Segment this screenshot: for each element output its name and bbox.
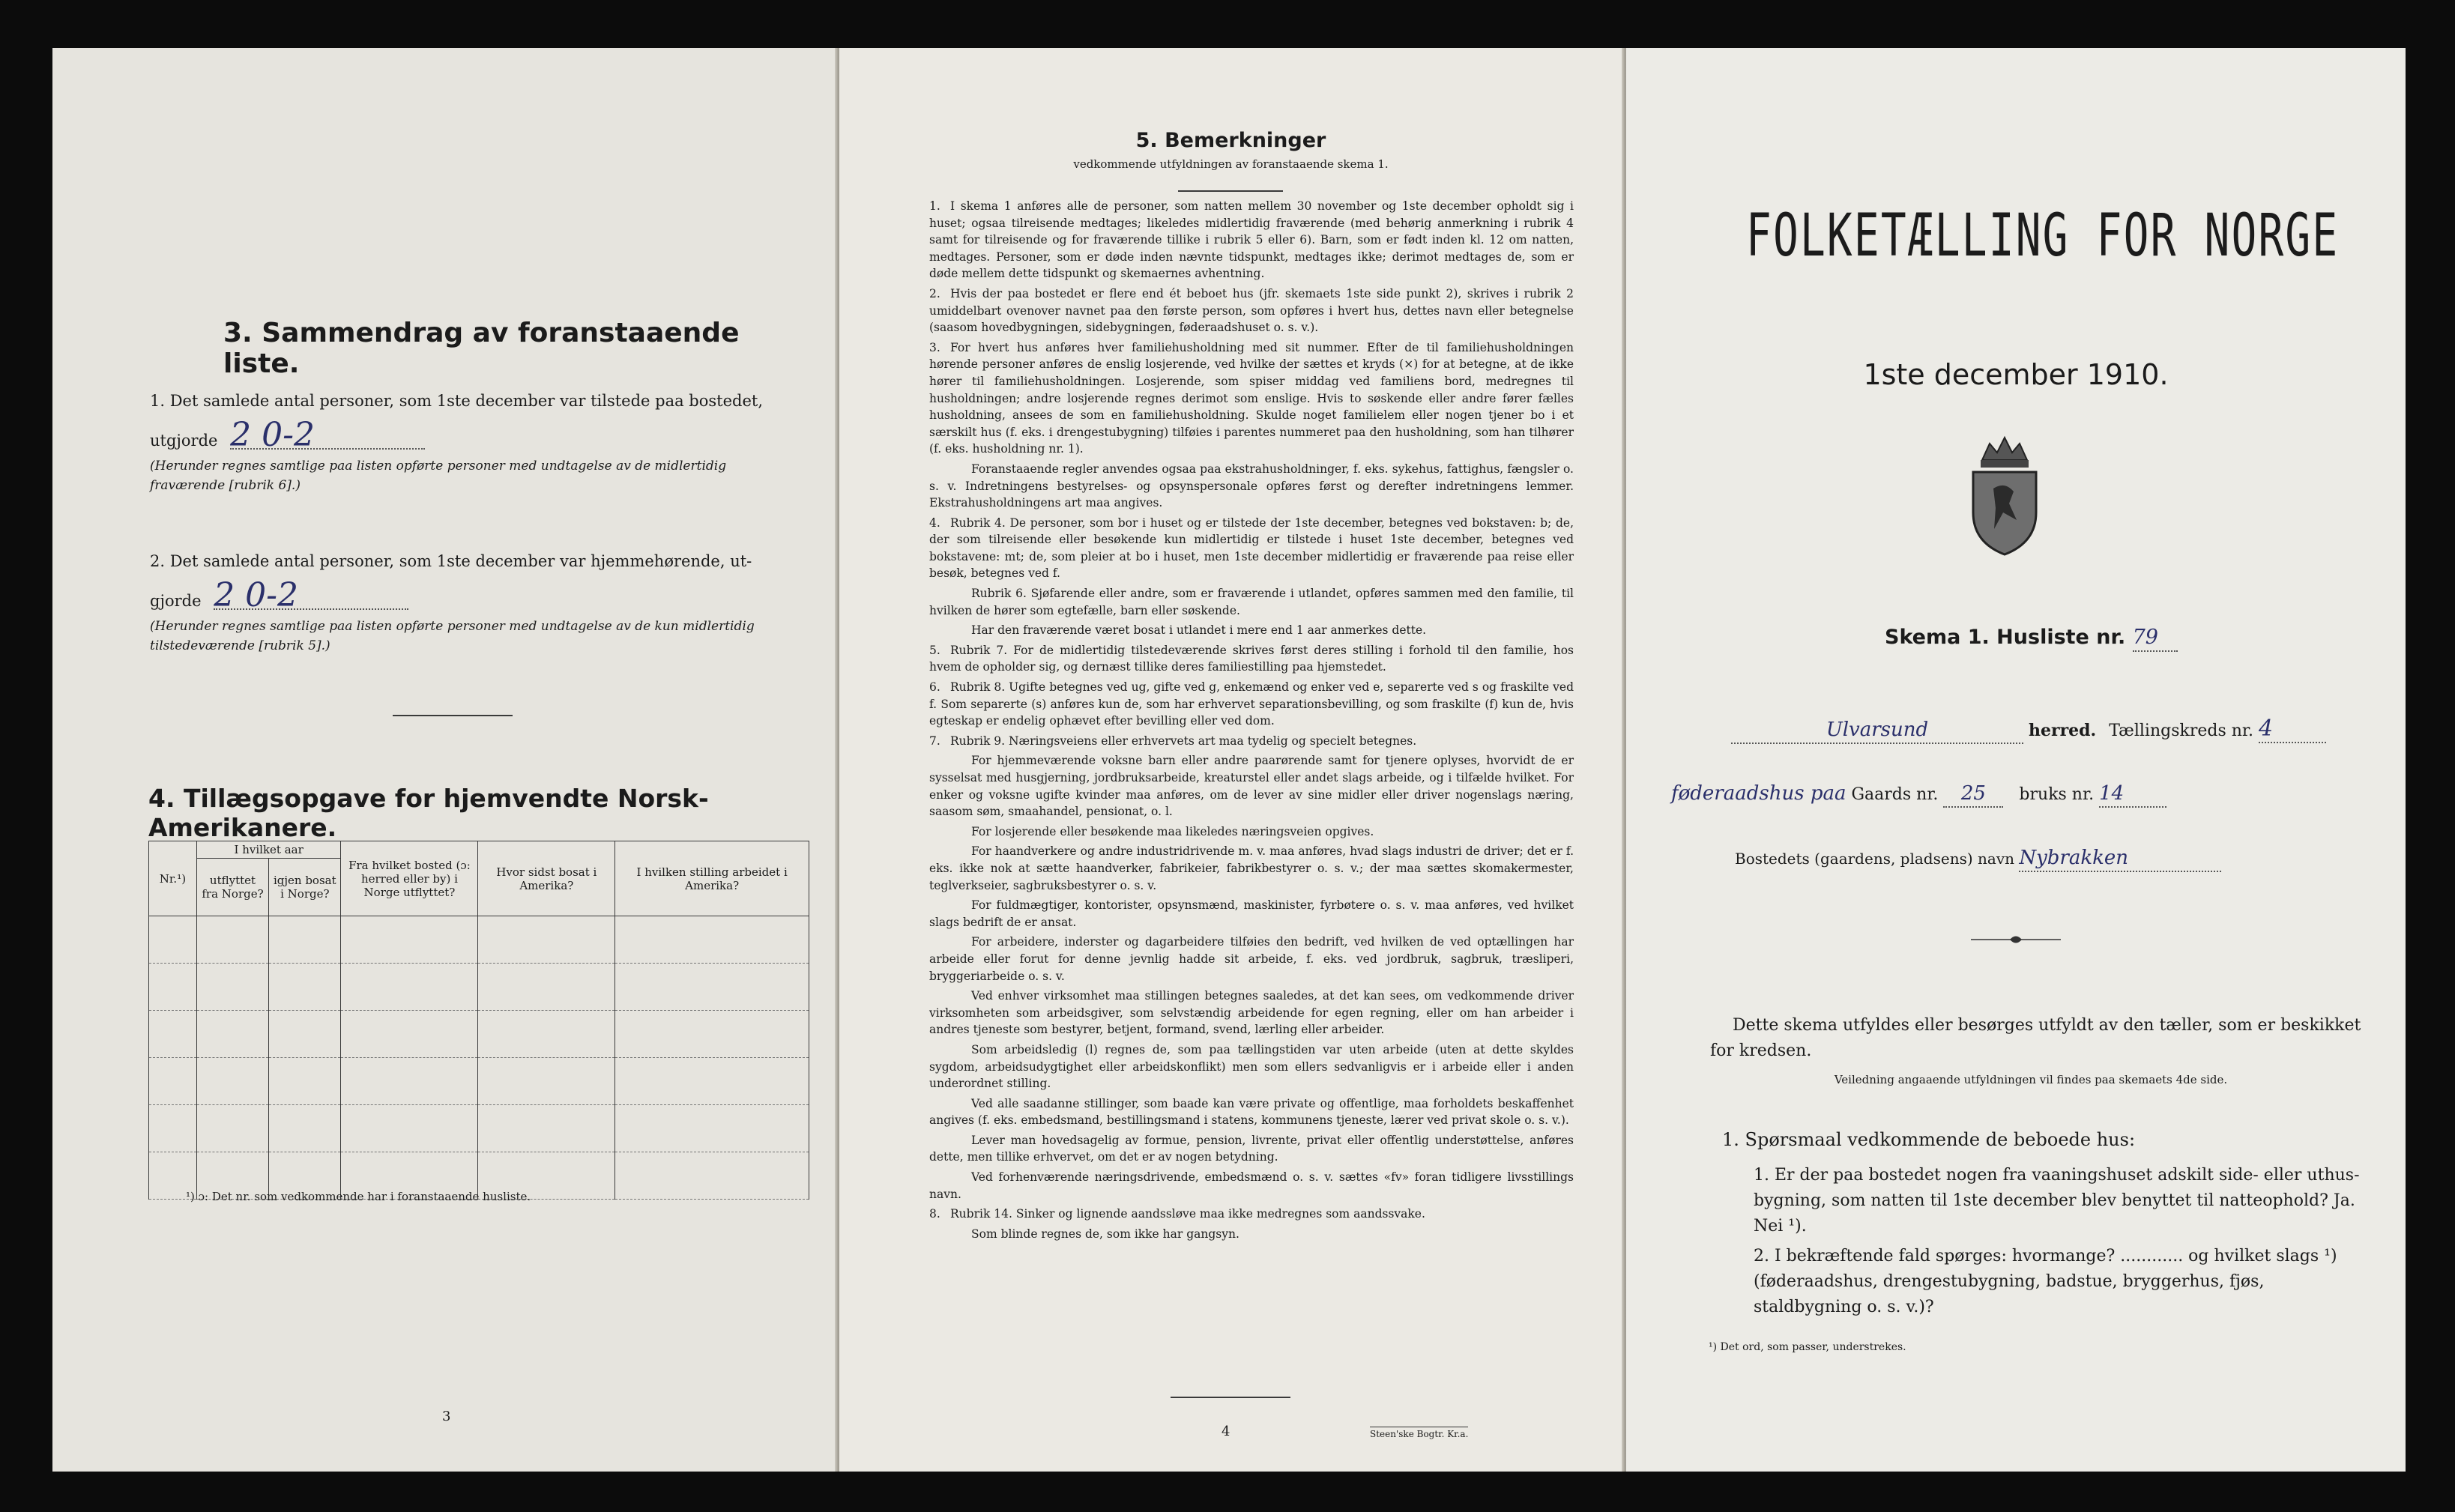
remark-paragraph xyxy=(929,642,1574,676)
remarks-title: 5. Bemerkninger xyxy=(1135,129,1326,152)
item2-handwritten: 2 0-2 xyxy=(214,583,408,610)
remark-paragraph xyxy=(929,339,1574,458)
intro-note: Veiledning angaaende utfyldningen vil findes paa skemaets 4de side. xyxy=(1834,1073,2228,1086)
norsk-amerikanere-table xyxy=(148,841,809,1200)
page-middle xyxy=(839,48,1622,1472)
remark-text: Lever man hovedsagelig av formue, pension, livrente, privat eller offentlig understøttelse, anføres dette, men tillike erhvervet, om det er av nogen betydning. xyxy=(929,1133,1574,1164)
remark-number: 7. xyxy=(929,734,940,748)
bosted-value: Nybrakken xyxy=(2019,845,2221,872)
remark-paragraph xyxy=(929,1226,1574,1243)
remark-number: 5. xyxy=(929,643,940,657)
ornament xyxy=(1971,934,2061,944)
item2-note: (Herunder regnes samtlige paa listen opførte personer med undtagelse av de kun midlertidig tilstedeværende [rubrik 5].) xyxy=(150,619,755,653)
section3-item1 xyxy=(150,388,809,495)
remark-text: Som blinde regnes de, som ikke har gangsyn. xyxy=(971,1227,1239,1241)
footnote: ¹) Det ord, som passer, understrekes. xyxy=(1709,1341,1906,1353)
gaard-prefix: føderaadshus paa xyxy=(1671,782,1846,805)
divider xyxy=(1171,1397,1290,1398)
gaard-nr: 25 xyxy=(1943,781,2003,808)
remark-text: For haandverkere og andre industridrivende m. v. maa anføres, hvad slags industri de driver; det er f. eks. ikke nok at sætte haandverker, fabrikeier, fabrikbestyrer o. s. v.; der maa sættes skomakermester, teglverkseier, sagbruksbestyrer o. s. v. xyxy=(929,844,1574,892)
remarks-subtitle: vedkommende utfyldningen av foranstaaende skema 1. xyxy=(1073,157,1389,171)
remark-text: Ved forhenværende næringsdrivende, embedsmænd o. s. v. sættes «fv» foran tidligere livsstillings navn. xyxy=(929,1170,1574,1201)
remark-number: 1. xyxy=(929,199,940,213)
bosted-label: Bostedets (gaardens, pladsens) navn xyxy=(1735,850,2014,868)
remark-number: 3. xyxy=(929,340,940,354)
remark-text: For losjerende eller besøkende maa likeledes næringsveien opgives. xyxy=(971,824,1374,838)
remark-text: For fuldmægtiger, kontorister, opsynsmænd, maskinister, fyrbøtere o. s. v. maa anføres, ved hvilket slags bedrift de er ansat. xyxy=(929,898,1574,929)
remark-paragraph xyxy=(929,1169,1574,1203)
item1-handwritten: 2 0-2 xyxy=(230,423,425,450)
remark-paragraph xyxy=(929,461,1574,512)
intro-text: Dette skema utfyldes eller besørges utfyldt av den tæller, som er beskikket for kredsen. xyxy=(1710,1016,2361,1060)
col-hvor: Hvor sidst bosat i Amerika? xyxy=(478,841,615,916)
q1-text: 1. Er der paa bostedet nogen fra vaaningshuset adskilt side- eller uthus-bygning, som natten til 1ste december blev benyttet til natteophold? Ja. Nei ¹). xyxy=(1754,1166,2360,1236)
remark-text: Rubrik 4. De personer, som bor i huset og er tilstede der 1ste december, betegnes ved bokstaven: b; de, der som tilreisende eller besøkende kun midlertidig er tilstede i huset 1ste december, betegnes ved bokstavene: mt; de, som pleier at bo i huset, men 1ste december midlertidig er fraværende paa reise eller besøk, betegnes ved f. xyxy=(929,515,1574,581)
gaard-label: Gaards nr. xyxy=(1851,785,1939,804)
page-number: 4 xyxy=(1222,1424,1230,1439)
remark-paragraph xyxy=(929,1132,1574,1166)
remark-paragraph xyxy=(929,285,1574,336)
remark-text: For hjemmeværende voksne barn eller andre paarørende samt for tjenere oplyses, hvorvidt de er sysselsat med husgjerning, jordbruksarbeide, kreaturstel eller andet slags arbeide, og i tilfælde hvilket. For enker og voksne ugifte kvinder maa anføres, om de lever av sine midler eller driver nogenslags næring, saasom søm, smaahandel, pensionat, o. l. xyxy=(929,754,1574,819)
table-row xyxy=(149,916,809,964)
remark-text: For hvert hus anføres hver familiehusholdning med sit nummer. Efter de til familiehusholdningen hørende personer anføres de enslig losjerende, ved hvilke der sættes et kryds (×) for at betegne, at de ikke hører til familiehusholdningen. Losjerende, som spiser middag ved familiens bord, medregnes til husholdningen; andre losjerende regnes derimot som enslige. Hvis to søskende eller andre fører fælles husholdning, ansees de som en familiehusholdning. Skulde noget familielem eller nogen tjener bo i et særskilt hus (f. eks. i drengestubygning) tilføies i parentes nummeret paa den husholdning, som han tilhører (f. eks. husholdning nr. 1). xyxy=(929,340,1574,456)
skema-label: Skema 1. Husliste nr. xyxy=(1885,626,2126,649)
q2-text: 2. I bekræftende fald spørges: hvormange? ............ og hvilket slags ¹) (føderaadshus, drengestubygning, badstue, bryggerhus, fjøs, staldbygning o. s. v.)? xyxy=(1754,1247,2337,1316)
remark-text: Ved enhver virksomhet maa stillingen betegnes saaledes, at det kan sees, om vedkommende driver virksomheten som arbeidsgiver, som selvstændig arbeidende for egen regning, eller om han arbeider i andres tjeneste som bestyrer, betjent, formand, svend, lærling eller arbeider. xyxy=(929,989,1574,1037)
remark-paragraph xyxy=(929,843,1574,894)
remark-paragraph xyxy=(929,1095,1574,1129)
remark-paragraph xyxy=(929,515,1574,582)
remark-text: Ved alle saadanne stillinger, som baade kan være private og offentlige, maa forholdets beskaffenhet angives (f. eks. embedsmand, bestillingsmand i statens, kommunens tjeneste, lærer ved privat skole o. s. v.). xyxy=(929,1096,1574,1128)
remark-paragraph xyxy=(929,585,1574,619)
remark-number: 2. xyxy=(929,286,940,300)
item1-prefix: utgjorde xyxy=(150,432,218,450)
col-stilling: I hvilken stilling arbeidet i Amerika? xyxy=(615,841,809,916)
col-group-aar: I hvilket aar xyxy=(196,841,341,859)
table-row xyxy=(149,1058,809,1105)
col-fra: Fra hvilket bosted (ɔ: herred eller by) i Norge utflyttet? xyxy=(341,841,478,916)
remark-text: Rubrik 9. Næringsveiens eller erhvervets art maa tydelig og specielt betegnes. xyxy=(950,734,1417,748)
col-utflyttet: utflyttet fra Norge? xyxy=(196,859,268,916)
remark-text: Som arbeidsledig (l) regnes de, som paa tællingstiden var uten arbeide (uten at dette skyldes sygdom, arbeidsudygtighet eller arbeidskonflikt) men som ellers sedvanligvis er i arbeide eller i anden underordnet stilling. xyxy=(929,1042,1574,1091)
remark-paragraph xyxy=(929,988,1574,1038)
coat-of-arms-icon xyxy=(1960,430,2050,557)
q1-title: 1. Spørsmaal vedkommende de beboede hus: xyxy=(1722,1129,2136,1150)
table-row xyxy=(149,964,809,1011)
bruk-nr: 14 xyxy=(2099,781,2166,808)
remark-text: Rubrik 8. Ugifte betegnes ved ug, gifte ved g, enkemænd og enker ved e, separerte ved s og fraskilte ved f. Som separerte (s) anføres kun de, som har erhvervet separationsbevilling, og som fraskilte (f) kun de, hvis egteskap er endelig ophævet efter bevilling eller ved dom. xyxy=(929,680,1574,728)
remark-text: I skema 1 anføres alle de personer, som natten mellem 30 november og 1ste december opholdt sig i huset; ogsaa tilreisende medtages; likeledes midlertidig fraværende (med behørig anmerkning i rubrik 4 samt for tilreisende og for fraværende tillike i rubrik 5 eller 6). Barn, som er født inden kl. 12 om natten, medtages. Personer, som er døde inden nævnte tidspunkt, medtages ikke; derimot medtages de, som er døde mellem dette tidspunkt og skemaernes avhentning. xyxy=(929,199,1574,281)
section4-title: 4. Tillægsopgave for hjemvendte Norsk-Amerikanere. xyxy=(148,784,709,842)
census-date: 1ste december 1910. xyxy=(1863,358,2169,391)
remark-paragraph xyxy=(929,679,1574,730)
remark-paragraph xyxy=(929,934,1574,985)
kreds-label: Tællingskreds nr. xyxy=(2109,722,2254,740)
item2-prefix: gjorde xyxy=(150,592,202,610)
remarks-list xyxy=(929,198,1574,1245)
herred-line xyxy=(1731,716,2391,744)
remark-text: For arbeidere, inderster og dagarbeidere tilføies den bedrift, ved hvilken de ved optællingen har arbeide eller forut for denne jevnlig hadde sit arbeide, f. eks. ved jordbruk, sagbruk, træsliperi, bryggeriarbeide o. s. v. xyxy=(929,935,1574,983)
divider xyxy=(393,715,513,716)
item1-note: (Herunder regnes samtlige paa listen opførte personer med undtagelse av de midlertidig fraværende [rubrik 6].) xyxy=(150,459,727,493)
page-right xyxy=(1626,48,2406,1472)
remark-paragraph xyxy=(929,198,1574,282)
gaard-line xyxy=(1671,781,2391,808)
table-row xyxy=(149,1105,809,1152)
section4-footnote: ¹) ɔ: Det nr. som vedkommende har i foranstaaende husliste. xyxy=(186,1190,531,1203)
remark-paragraph xyxy=(929,1041,1574,1092)
section3-item2 xyxy=(150,548,809,656)
remark-text: Foranstaaende regler anvendes ogsaa paa ekstrahusholdninger, f. eks. sykehus, fattighus, fængsler o. s. v. Indretningens bestyrelses- og opsynspersonale opføres først og derefter indretningens lemmer. Ekstrahusholdningens art maa angives. xyxy=(929,462,1574,510)
bosted-line xyxy=(1735,845,2394,872)
remark-number: 8. xyxy=(929,1207,940,1221)
remark-text: Har den fraværende været bosat i utlandet i mere end 1 aar anmerkes dette. xyxy=(971,623,1427,638)
remark-text: Rubrik 7. For de midlertidig tilstedeværende skrives først deres stilling i forhold til den familie, hos hvem de opholder sig, og dernæst tillike deres familiestilling paa hjemstedet. xyxy=(929,643,1574,674)
remark-paragraph xyxy=(929,752,1574,820)
remark-paragraph xyxy=(929,897,1574,931)
printer-mark: Steen'ske Bogtr. Kr.a. xyxy=(1370,1427,1468,1439)
remark-paragraph xyxy=(929,823,1574,841)
husliste-number: 79 xyxy=(2133,625,2178,652)
remark-paragraph xyxy=(929,733,1574,750)
skema-line xyxy=(1885,625,2178,652)
item1-line1: 1. Det samlede antal personer, som 1ste december var tilstede paa bostedet, xyxy=(150,392,764,410)
item2-line1: 2. Det samlede antal personer, som 1ste december var hjemmehørende, ut- xyxy=(150,552,752,570)
divider xyxy=(1178,190,1283,192)
col-igjen: igjen bosat i Norge? xyxy=(269,859,341,916)
page-number: 3 xyxy=(442,1409,451,1424)
remark-number: 6. xyxy=(929,680,940,695)
herred-value: Ulvarsund xyxy=(1731,717,2023,744)
remark-paragraph xyxy=(929,622,1574,639)
remark-paragraph xyxy=(929,1206,1574,1223)
remark-number: 4. xyxy=(929,515,940,530)
col-nr: Nr.¹) xyxy=(149,841,197,916)
remark-text: Rubrik 14. Sinker og lignende aandssløve maa ikke medregnes som aandssvake. xyxy=(950,1207,1425,1221)
bruk-label: bruks nr. xyxy=(2019,785,2095,804)
section3-title: 3. Sammendrag av foranstaaende liste. xyxy=(223,318,740,379)
census-title: FOLKETÆLLING FOR NORGE xyxy=(1746,202,2340,270)
remark-text: Rubrik 6. Sjøfarende eller andre, som er fraværende i utlandet, opføres sammen med den familie, til hvilken de hører som egtefælle, barn eller søskende. xyxy=(929,587,1574,617)
herred-label: herred. xyxy=(2029,721,2097,740)
page-left xyxy=(52,48,839,1472)
table-row xyxy=(149,1011,809,1058)
remark-text: Hvis der paa bostedet er flere end ét beboet hus (jfr. skemaets 1ste side punkt 2), skrives i rubrik 2 umiddelbart ovenover navnet paa den første person, som opføres i hvert hus, dettes navn eller betegnelse (saasom hovedbygningen, sidebygningen, føderaadshuset o. s. v.). xyxy=(929,286,1574,335)
kreds-value: 4 xyxy=(2259,716,2326,743)
